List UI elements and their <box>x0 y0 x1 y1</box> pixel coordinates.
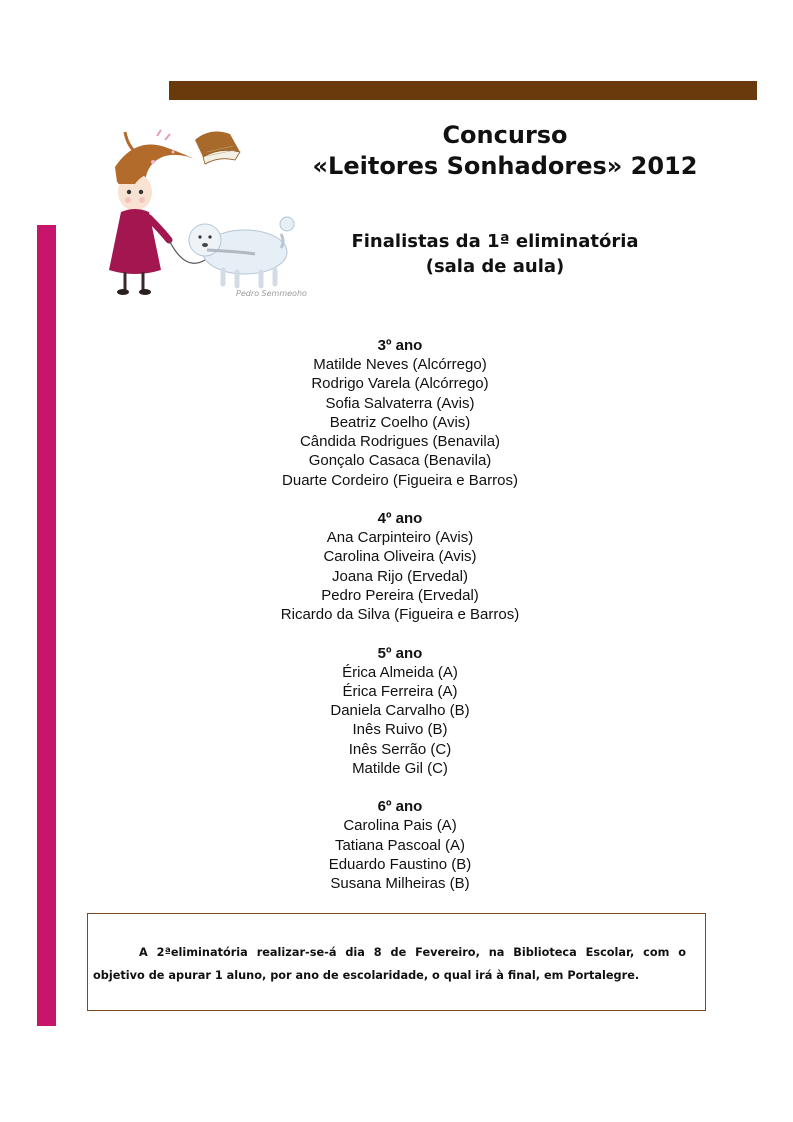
flying-book-icon <box>195 132 240 164</box>
student-name: Inês Serrão (C) <box>348 740 452 758</box>
student-name: Carolina Pais (A) <box>343 817 457 835</box>
student-name: Érica Almeida (A) <box>342 663 458 681</box>
year-heading: 5º ano <box>377 644 423 662</box>
year-heading: 4º ano <box>377 510 423 528</box>
year-heading: 6º ano <box>377 798 423 816</box>
student-name: Carolina Oliveira (Avis) <box>323 548 477 566</box>
girl-reading-illustration <box>95 122 305 300</box>
finalists-heading: Finalistas da 1ª eliminatória <box>351 231 639 252</box>
student-name: Duarte Cordeiro (Figueira e Barros) <box>282 471 518 489</box>
student-name: Susana Milheiras (B) <box>330 875 470 893</box>
year-group-5 <box>200 644 600 779</box>
year-group-6 <box>200 797 600 893</box>
student-name: Daniela Carvalho (B) <box>330 702 470 720</box>
student-name: Joana Rijo (Ervedal) <box>332 567 468 585</box>
student-name: Beatriz Coelho (Avis) <box>329 413 471 431</box>
notice-text: A 2ªeliminatória realizar-se-á dia 8 de Fevereiro, na Biblioteca Escolar, com o objetivo de apurar 1 aluno, por ano de escolaridade, o qual irá à final, em Portalegre. <box>93 946 686 982</box>
finalists-subheading: (sala de aula) <box>425 256 565 277</box>
student-name: Cândida Rodrigues (Benavila) <box>299 433 501 451</box>
year-heading: 3º ano <box>377 337 423 354</box>
student-name: Érica Ferreira (A) <box>342 682 458 700</box>
student-name: Pedro Pereira (Ervedal) <box>321 586 479 604</box>
notice-box <box>87 913 706 1011</box>
student-name: Ana Carpinteiro (Avis) <box>326 529 474 547</box>
illustration-credit: Pedro Semmeoho <box>236 289 307 298</box>
side-decorative-bar <box>37 225 56 1026</box>
student-name: Matilde Gil (C) <box>352 760 448 778</box>
year-group-3 <box>200 336 600 490</box>
student-name: Gonçalo Casaca (Benavila) <box>308 452 492 470</box>
student-name: Ricardo da Silva (Figueira e Barros) <box>280 606 520 624</box>
top-decorative-bar <box>169 81 757 100</box>
dog-icon <box>189 217 294 286</box>
student-name: Sofia Salvaterra (Avis) <box>325 394 475 412</box>
student-name: Rodrigo Varela (Alcórrego) <box>311 375 489 393</box>
student-name: Tatiana Pascoal (A) <box>334 836 466 854</box>
year-group-4 <box>200 509 600 624</box>
contest-title: Concurso <box>442 121 568 149</box>
finalists-lists <box>200 336 600 913</box>
student-name: Inês Ruivo (B) <box>352 721 448 739</box>
contest-name: «Leitores Sonhadores» 2012 <box>312 152 698 180</box>
student-name: Eduardo Faustino (B) <box>328 855 472 873</box>
student-name: Matilde Neves (Alcórrego) <box>313 356 487 373</box>
